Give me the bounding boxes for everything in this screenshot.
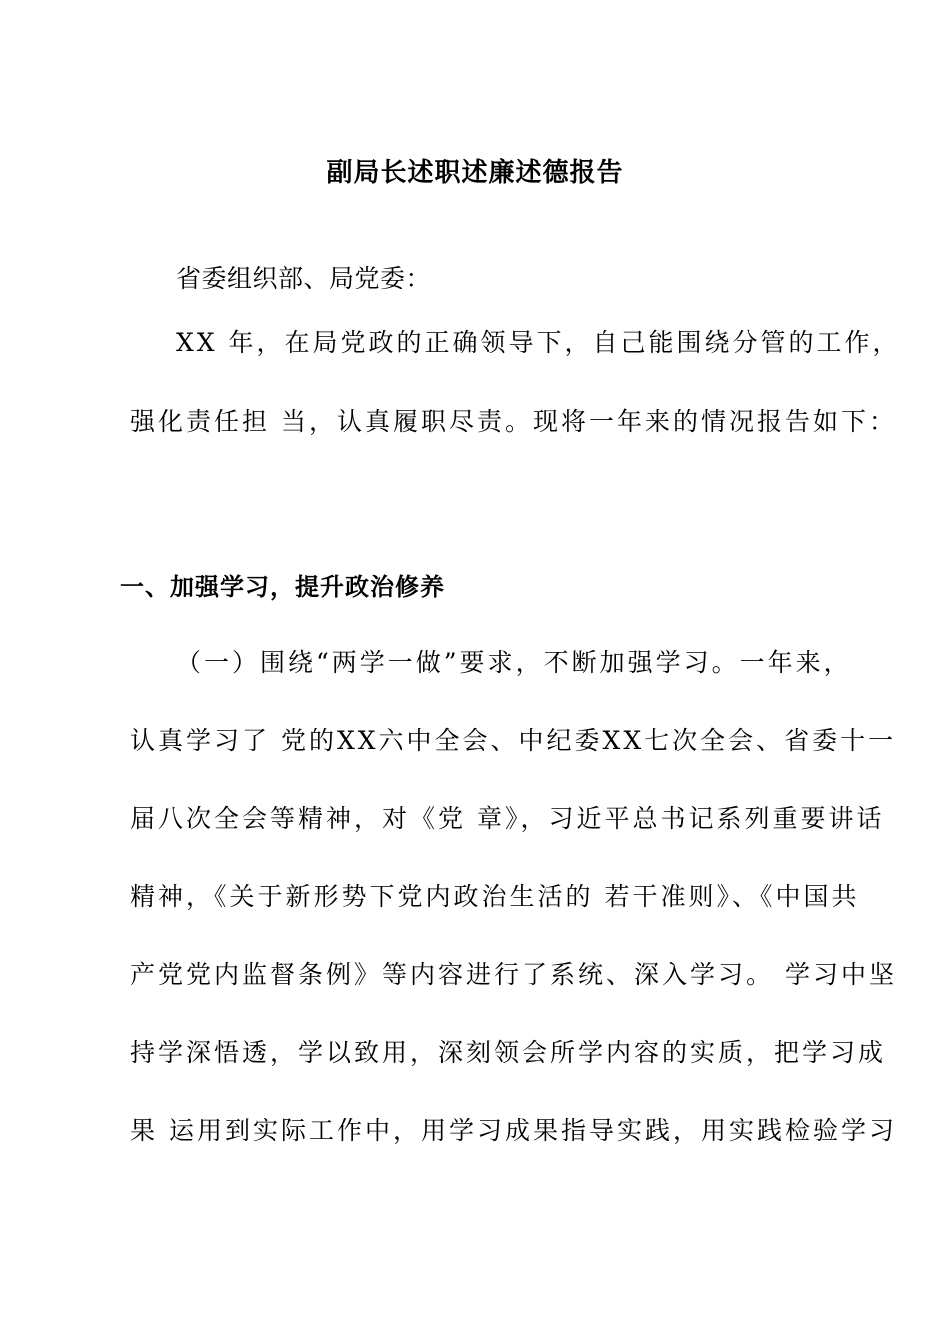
paragraph-line: 届八次全会等精神，对《党 章》，习近平总书记系列重要讲话 (130, 804, 885, 833)
paragraph-line: （一）围绕“两学一做”要求，不断加强学习。一年来， (176, 648, 852, 677)
intro-line-1: XX 年，在局党政的正确领导下，自己能围绕分管的工作， (176, 328, 901, 357)
paragraph-line: 认真学习了 党的XX六中全会、中纪委XX七次全会、省委十一 (130, 726, 897, 755)
salutation: 省委组织部、局党委： (176, 264, 432, 293)
document-title: 副局长述职述廉述德报告 (326, 158, 624, 188)
paragraph-line: 产党党内监督条例》等内容进行了系统、深入学习。 学习中坚 (130, 960, 897, 989)
paragraph-line: 持学深悟透，学以致用，深刻领会所学内容的实质，把学习成 (130, 1038, 887, 1067)
intro-line-2: 强化责任担 当，认真履职尽责。现将一年来的情况报告如下： (130, 407, 897, 436)
paragraph-line: 精神，《关于新形势下党内政治生活的 若干准则》、《中国共 (130, 882, 860, 911)
paragraph-line: 果 运用到实际工作中，用学习成果指导实践，用实践检验学习 (130, 1116, 897, 1145)
section-heading: 一、加强学习，提升政治修养 (120, 573, 445, 601)
